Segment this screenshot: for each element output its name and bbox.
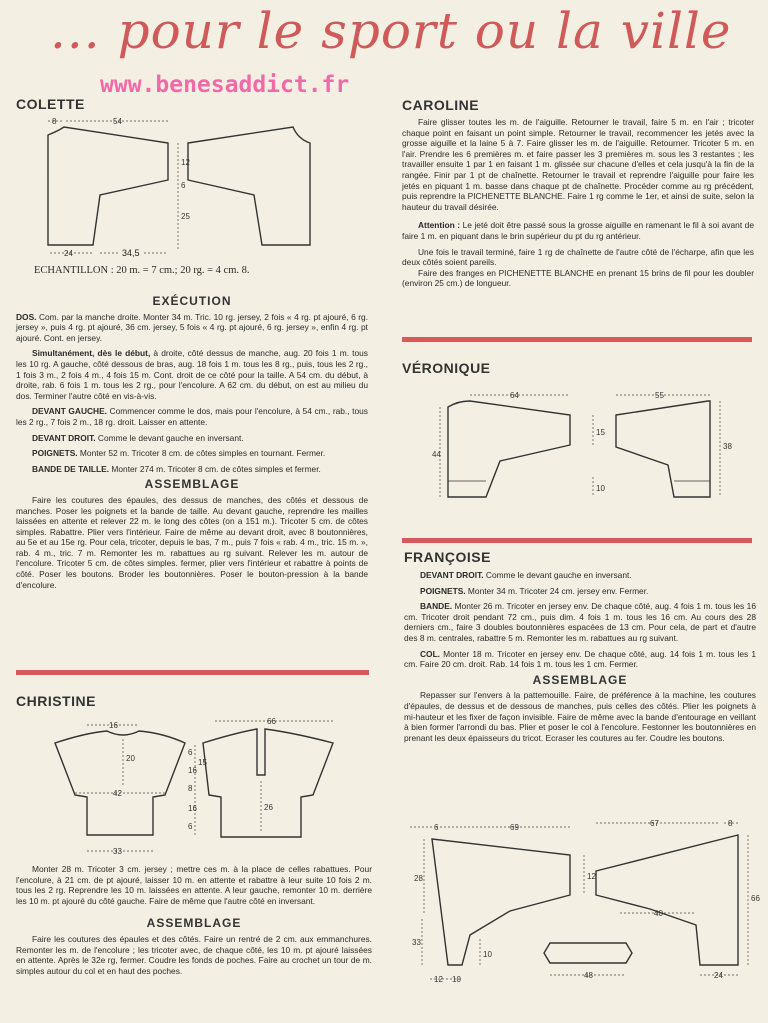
colette-gauge: ECHANTILLON : 20 m. = 7 cm.; 20 rg. = 4 cm. 8.: [34, 265, 250, 276]
christine-instructions: [16, 864, 372, 981]
veronique-back-piece: [448, 401, 570, 497]
para-lead: COL.: [420, 648, 441, 659]
francoise-back-piece: [432, 839, 570, 965]
dim-label: 10: [483, 950, 492, 959]
para-lead: POIGNETS.: [32, 448, 78, 459]
assemblage-text: Faire les coutures des épaules et des côtés. Faire un rentré de 2 cm. aux emmanchures. Remonter les m. de l'encolure ; les tricoter avec, de chaque côté, les 10 m. pt ajouré laissées en attente. Après le 32e rg, fermer. Coudre les fonds de poches. Faire au crochet un tour de m. simples autour du col et en haut des poches.: [16, 933, 372, 976]
francoise-collar-piece: [544, 943, 632, 963]
para-lead: Simultanément, dès le début,: [32, 348, 151, 359]
dim-label: 44: [432, 450, 441, 459]
colette-back-piece: [48, 127, 168, 245]
colette-diagram: [40, 115, 340, 260]
para-text: Le jeté doit être passé sous la grosse aiguille en ramenant le fil à soi avant de faire 1 m. en piquant dans le brin supérieur du pt du rg antérieur.: [402, 220, 754, 241]
colette-instructions: [16, 292, 368, 595]
para-lead: POIGNETS.: [420, 585, 466, 596]
dim-label: 67: [650, 819, 659, 828]
dim-label: 33: [113, 847, 122, 856]
dim-label: 48: [584, 971, 593, 980]
assemblage-heading: ASSEMBLAGE: [146, 916, 242, 931]
christine-front-piece: [203, 729, 333, 837]
watermark-link[interactable]: www.benesaddict.fr: [100, 72, 350, 98]
caroline-instructions: [402, 117, 754, 294]
para-lead: Attention :: [418, 220, 461, 231]
dim-label: 10: [596, 484, 605, 493]
dim-label: 6: [181, 181, 186, 190]
section-divider: [16, 670, 369, 675]
para-text: Faire des franges en PICHENETTE BLANCHE en prenant 15 brins de fil pour les doubler (environ 25 cm.) de longueur.: [402, 267, 754, 289]
dim-label: 6: [188, 748, 193, 757]
francoise-instructions: [404, 570, 756, 748]
dim-label: 20: [126, 754, 135, 763]
para-text: Une fois le travail terminé, faire 1 rg de chaînette de l'autre côté de l'écharpe, afin que les deux côtés soient pareils.: [402, 246, 754, 268]
assemblage-heading: ASSEMBLAGE: [144, 477, 240, 492]
dim-label: 12: [587, 872, 596, 881]
caroline-heading: CAROLINE: [402, 97, 480, 113]
francoise-heading: FRANÇOISE: [404, 549, 491, 565]
section-divider: [402, 538, 752, 543]
dim-label: 66: [267, 717, 276, 726]
dim-label: 15: [596, 428, 605, 437]
dim-label: 28: [414, 874, 423, 883]
para-lead: DOS.: [16, 311, 37, 322]
dim-label: 24: [714, 971, 723, 980]
para-lead: DEVANT DROIT.: [32, 432, 96, 443]
dim-label: 16: [109, 721, 118, 730]
dim-label: 33: [412, 938, 421, 947]
dim-label: 25: [181, 212, 190, 221]
dim-label: 26: [264, 803, 273, 812]
dim-label: 8: [52, 117, 57, 126]
assemblage-text: Repasser sur l'envers à la pattemouille. Faire, de préférence à la machine, les coutures d'épaules, de dessus et de dessous de manches, puis celles des côtés. Plier les poignets à mi-hauteur et les fixer de façon invisible. Faire de même avec la bande d'entourage en veillant à bien former l'arrondi du bas. Plier et poser le col à l'encolure. Festonner les boutonnières en prenant les deux épaisseurs du tricot. Ecraser les coutures au fer. Coudre les boutons.: [404, 690, 756, 743]
francoise-front-piece: [596, 835, 738, 965]
para-text: Faire glisser toutes les m. de l'aiguille. Retourner le travail, faire 5 m. en l'air ; tricoter chaque point en faisant un point simple. Retourner le travail, recommencer les jetés avec la grosse aiguille et la laine 5 à 7. Faire glisser les m. de l'aiguille. Retourner. Tricoter 5 m. en l'air. Prendre les 6 premières m. et faire passer les 3 premières m. sous les 3 restantes ; les travailler ensuite 1 par 1 en faisant 1 m. glissée sur chacune d'elles et cela jusqu'à la fin de la rangée. Finir par 1 pt de chaînette. Retourner le travail et reprendre l'aiguille pour faire les jetés en piquant 1 m. basse dans chaque pt de chaînette. Procéder comme au rg précédent, puis reprendre la PICHENETTE BLANCHE. Faire 1 rg comme le 1er, et ainsi de suite, selon la hauteur du travail désirée.: [402, 117, 754, 212]
dim-label: 15: [198, 758, 207, 767]
para-text: Monter 26 m. Tricoter en jersey env. De chaque côté, aug. 4 fois 1 m. tous les 16 cm. Tricoter droit pendant 72 cm., puis dim. 4 fois 1 m. tous les 16 cm. Au cours des 28 derniers cm., faire 3 doubles boutonnières espacées de 13 cm. Pour cela, de part et d'autre des 8 m. centrales, rabattre 5 m. Remonter les m. rabattues au rg suivant.: [404, 601, 756, 643]
para-lead: BANDE DE TAILLE.: [32, 463, 110, 474]
dim-label: 8: [188, 784, 193, 793]
dim-label: 34,5: [122, 248, 140, 258]
dim-label: 6: [188, 822, 193, 831]
christine-back-piece: [55, 731, 185, 835]
para-text: Comme le devant gauche en inversant.: [95, 432, 244, 443]
christine-heading: CHRISTINE: [16, 693, 96, 709]
dim-label: 8: [728, 819, 733, 828]
dim-label: 12: [181, 158, 190, 167]
assemblage-text: Faire les coutures des épaules, des dessus de manches, des côtés et dessous de manches. Poser les poignets et la bande de taille. Au devant gauche, reprendre les mailles laissées en attente et relever 22 m. le long des côtes (on a 151 m.). Tricoter 5 cm. de côtes simples. Rabattre. Plier vers l'intérieur. Faire de même au devant droit, avec 8 boutonnières, au 5e et au 15e rg. Pour cela, tricoter, depuis le bas, 7 m., puis 7 fois « rab. 4 m., tric. 15 m. », rab. 4 m., tric. 7 m. Remonter les m. rabattues au rg suivant. Relever les m. autour de l'encolure. Tricoter 5 cm. de côtes simples. fermer, plier vers l'intérieur et rabattre à points de côté. Poser les boutons. Broder les boutonnières. Poser le bouton-pression à la bande d'encolure.: [16, 494, 368, 590]
dim-label: 24: [64, 249, 73, 258]
dim-label: 69: [510, 823, 519, 832]
dim-label: 6: [434, 823, 439, 832]
veronique-diagram: [410, 385, 750, 505]
dim-label: 64: [510, 391, 519, 400]
christine-diagram: [45, 715, 345, 860]
veronique-front-piece: [616, 401, 710, 497]
francoise-diagram: [400, 815, 760, 990]
para-text: Commencer comme le dos, mais pour l'encolure, à 54 cm., rab., tous les 2 rg., 7 fois 2 m., 18 rg. droit. Laisser en attente.: [16, 406, 368, 427]
dim-label: 16: [188, 766, 197, 775]
para-text: Monter 18 m. Tricoter en jersey env. De chaque côté, aug. 14 fois 1 m. tous les 1 cm. Faire 20 cm. droit. Rab. 14 fois 1 m. tous les 1 cm. Fermer.: [404, 648, 756, 670]
dim-label: 16: [188, 804, 197, 813]
dim-label: 42: [113, 789, 122, 798]
dim-label: 66: [751, 894, 760, 903]
colette-heading: COLETTE: [16, 96, 85, 112]
para-text: Com. par la manche droite. Monter 34 m. Tric. 10 rg. jersey, 2 fois « 4 rg. pt ajouré, 6 rg. jersey », puis 4 rg. pt ajouré, 36 cm. jersey, 5 fois « 4 rg. pt ajouré, 6 rg. jersey », enfin 4 rg. pt ajouré. Cont. en jersey.: [16, 311, 368, 343]
colette-front-piece: [188, 127, 310, 245]
dim-label: 38: [723, 442, 732, 451]
assemblage-heading: ASSEMBLAGE: [532, 672, 628, 687]
para-lead: BANDE.: [420, 601, 453, 612]
christine-text: Monter 28 m. Tricoter 3 cm. jersey ; mettre ces m. à la place de celles rabattues. Pour l'encolure, à 21 cm. de pt ajouré, laisser 10 m. en attente et rabattre à leur suite 10 fois 2 m. tous les 2 rg. Reprendre les 10 m. laissées en attente. A leur gauche, remonter 10 m. derrière les 10 m. pt ajouré du côté gauche. Faire de même que l'autre côté en inversant.: [16, 864, 372, 906]
dim-label: 40: [654, 909, 663, 918]
para-lead: DEVANT DROIT.: [420, 570, 484, 580]
dim-label: 54: [113, 117, 122, 126]
page-title: ... pour le sport ou la ville: [50, 2, 732, 60]
para-text: Monter 274 m. Tricoter 8 cm. de côtes simples et fermer.: [109, 463, 321, 474]
veronique-heading: VÉRONIQUE: [402, 360, 491, 376]
dim-label: 10: [452, 975, 461, 984]
para-lead: DEVANT GAUCHE.: [32, 406, 107, 417]
para-text: à droite, côté dessus de manche, aug. 20 fois 1 m. tous les 10 rg. A gauche, côté dessous de bras, aug. 18 fois 1 m. tous les 8 rg., puis, tous les 2 rg., 1 fois 3 m., 2 fois 4 m., 4 fois 15 m. Cont. droit de ce côté pour la taille. A 54 cm. du début, à droite, rab. 6 fois 1 m. tous les 2 rg., pour l'encolure. A 62 cm. du début, on est au milieu du dos. Terminer l'autre côté en vis-à-vis.: [16, 348, 368, 401]
para-text: Monter 52 m. Tricoter 8 cm. de côtes simples en tournant. Fermer.: [77, 448, 326, 459]
para-text: Comme le devant gauche en inversant.: [483, 570, 632, 580]
execution-heading: EXÉCUTION: [152, 294, 232, 308]
section-divider: [402, 337, 752, 342]
dim-label: 55: [655, 391, 664, 400]
dim-label: 12: [434, 975, 443, 984]
para-text: Monter 34 m. Tricoter 24 cm. jersey env. Fermer.: [465, 585, 649, 596]
